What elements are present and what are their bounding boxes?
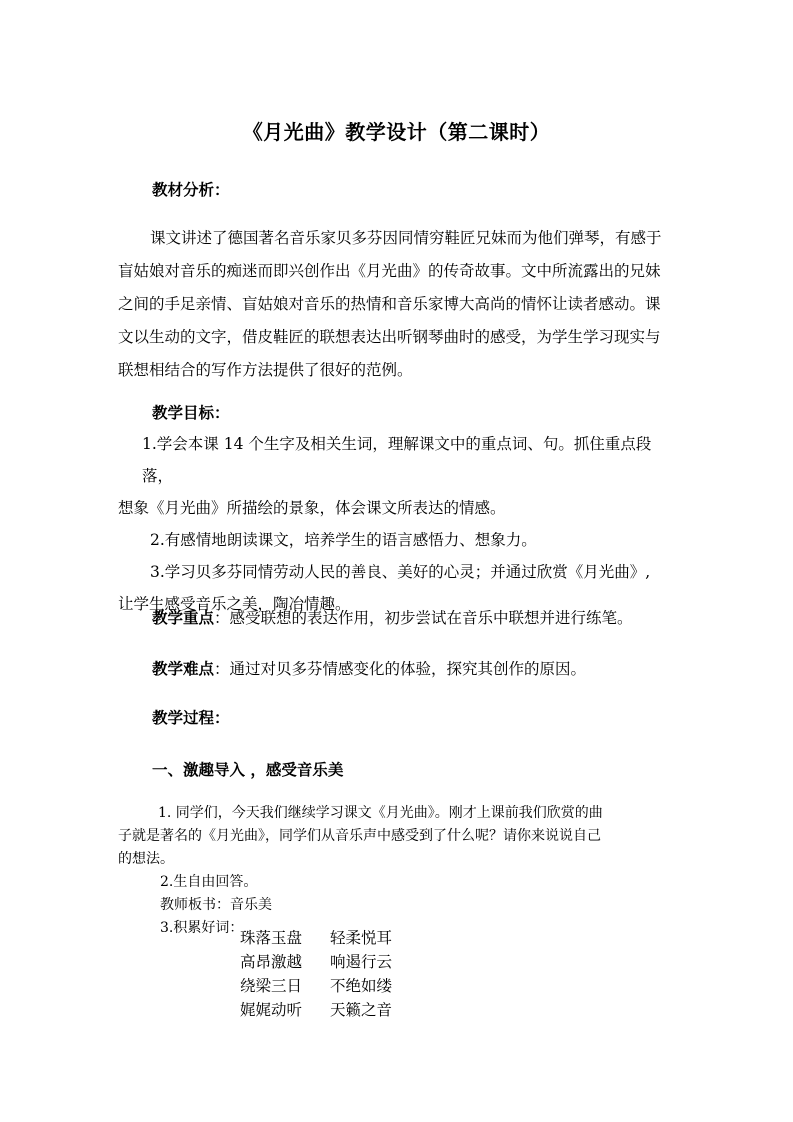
analysis-line: 联想相结合的写作方法提供了很好的范例。 [118, 361, 413, 379]
section1-line: 教师板书：音乐美 [160, 897, 272, 913]
key-point-label: 教学重点 [152, 608, 215, 627]
analysis-line: 文以生动的文字，借皮鞋匠的联想表达出听钢琴曲时的感受，为学生学习现实与 [118, 328, 661, 346]
key-point [152, 606, 633, 630]
word-item: 珠落玉盘 [240, 929, 303, 947]
document-title: 《月光曲》教学设计（第二课时） [242, 120, 551, 144]
word-item: 天籁之音 [330, 1001, 393, 1019]
word-list [240, 926, 398, 1022]
goals-list [118, 428, 678, 620]
analysis-heading: 教材分析： [152, 180, 230, 199]
word-item: 绕梁三日 [240, 977, 303, 995]
difficulty-text: ：通过对贝多芬情感变化的体验，探究其创作的原因。 [214, 660, 587, 678]
word-row [240, 926, 398, 950]
section1-line: 3.积累好词： [160, 920, 244, 936]
word-row [240, 974, 398, 998]
analysis-line: 课文讲述了德国著名音乐家贝多芬因同情穷鞋匠兄妹而为他们弹琴，有感于 [150, 229, 662, 247]
goal-line: 1.学会本课 14 个生字及相关生词，理解课文中的重点词、句。抓住重点段落， [142, 435, 652, 485]
word-row [240, 998, 398, 1022]
difficulty-point [152, 657, 586, 681]
word-item: 不绝如缕 [330, 977, 393, 995]
section1-line: 2.生自由回答。 [160, 874, 258, 890]
word-item: 轻柔悦耳 [330, 929, 393, 947]
goal-line: 让学生感受音乐之美，陶冶情趣。 [118, 595, 351, 613]
difficulty-label: 教学难点 [152, 659, 215, 678]
section1-line: 的想法。 [118, 851, 174, 867]
word-item: 高昂激越 [240, 953, 303, 971]
goal-line: 3.学习贝多芬同情劳动人民的善良、美好的心灵；并通过欣赏《月光曲》, [150, 563, 651, 581]
process-heading: 教学过程： [152, 708, 230, 727]
section1-heading: 一、激趣导入 ，感受音乐美 [152, 760, 344, 779]
word-item: 娓娓动听 [240, 1001, 303, 1019]
section1-line: 1. 同学们，今天我们继续学习课文《月光曲》。刚才上课前我们欣赏的曲 [158, 805, 603, 821]
goals-heading: 教学目标： [152, 403, 230, 422]
analysis-paragraph [118, 222, 678, 387]
goal-line: 想象《月光曲》所描绘的景象，体会课文所表达的情感。 [118, 499, 506, 517]
key-point-text: ：感受联想的表达作用，初步尝试在音乐中联想并进行练笔。 [214, 609, 633, 627]
word-row [240, 950, 398, 974]
section1-line: 子就是著名的《月光曲》，同学们从音乐声中感受到了什么呢？请你来说说自己 [118, 828, 601, 844]
analysis-line: 盲姑娘对音乐的痴迷而即兴创作出《月光曲》的传奇故事。文中所流露出的兄妹 [118, 262, 661, 280]
goal-line: 2.有感情地朗读课文，培养学生的语言感悟力、想象力。 [150, 531, 537, 549]
section1-body [118, 802, 678, 940]
word-item: 响遏行云 [330, 953, 393, 971]
analysis-line: 之间的手足亲情、盲姑娘对音乐的热情和音乐家博大高尚的情怀让读者感动。课 [118, 295, 661, 313]
